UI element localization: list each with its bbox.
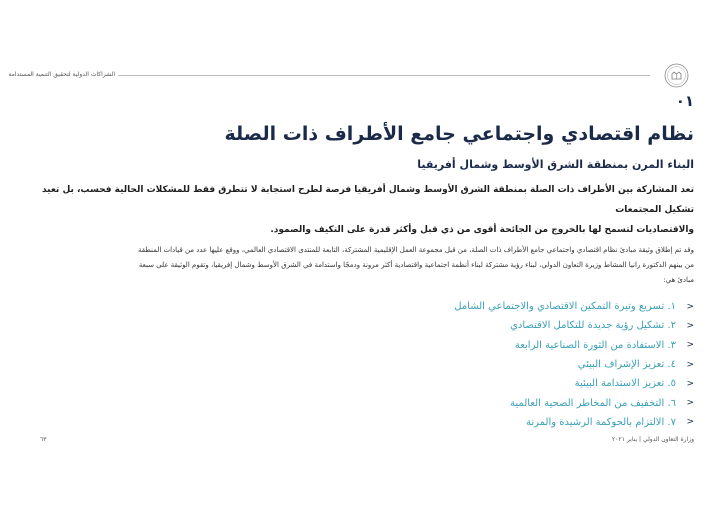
bullet-arrow-icon: < <box>686 320 694 331</box>
page-number: ٦٣ <box>40 436 47 443</box>
footer-publication: وزارة التعاون الدولي | يناير ٢٠٢١ <box>612 436 694 443</box>
list-item <box>454 393 694 412</box>
principle-text: ٦. التخفيف من المخاطر الصحية العالمية <box>510 397 676 409</box>
principle-text: ٣. الاستفادة من الثورة الصناعية الرابعة <box>514 339 676 351</box>
header-divider <box>118 75 650 76</box>
body-line: من بينهم الدكتورة رانيا المشاط وزيرة التعاون الدولي، لبناء رؤية مشتركة لبناء أنظمة اجتماعية واقتصادية أكثر مرونة ودمجًا واستدامة في الشرق الأوسط وشمال إفريقيا، وتقوم الوثيقة على سبعة <box>138 261 694 269</box>
bullet-arrow-icon: < <box>686 378 694 389</box>
list-item <box>454 316 694 335</box>
ministry-emblem-icon <box>664 63 689 88</box>
body-line: مبادئ هي: <box>663 276 694 284</box>
list-item <box>454 355 694 374</box>
intro-line: والاقتصاديات لتسمح لها بالخروج من الجائحة أقوى من ذي قبل وأكثر قدرة على التكيف والصمود. <box>270 225 694 235</box>
bullet-arrow-icon: < <box>686 301 694 312</box>
list-item <box>454 413 694 432</box>
principle-text: ٥. تعزيز الاستدامة البيئية <box>574 378 676 390</box>
header-org-text: الشراكات الدولية لتحقيق التنمية المستدامة <box>8 71 115 78</box>
list-item <box>454 297 694 316</box>
principle-text: ٢. تشكيل رؤية جديدة للتكامل الاقتصادي <box>510 320 676 332</box>
principle-text: ٤. تعزيز الإشراف البيئي <box>577 359 676 371</box>
bullet-arrow-icon: < <box>686 398 694 409</box>
principles-list <box>454 297 694 432</box>
principle-text: ١. تسريع وتيرة التمكين الاقتصادي والاجتماعي الشامل <box>454 301 676 313</box>
list-item <box>454 336 694 355</box>
intro-line: تعد المشاركة بين الأطراف ذات الصلة بمنطقة الشرق الأوسط وشمال أفريقيا فرصة لطرح استجابة لا تتطرق فقط للمشكلات الحالية فحسب، بل تعيد تشكيل المجتمعات <box>41 185 694 215</box>
body-paragraph <box>29 243 694 288</box>
page-subtitle: البناء المرن بمنطقة الشرق الأوسط وشمال أفريقيا <box>417 158 694 171</box>
section-number: ٠١ <box>675 92 694 110</box>
page-title: نظام اقتصادي واجتماعي جامع الأطراف ذات الصلة <box>224 123 694 145</box>
principle-text: ٧. الالتزام بالحوكمة الرشيدة والمرنة <box>525 416 676 428</box>
body-line: وقد تم إطلاق وثيقة مبادئ نظام اقتصادي واجتماعي جامع الأطراف ذات الصلة، من قبل مجموعة العمل الإقليمية المشتركة، التابعة للمنتدى الاقتصادي العالمي، ووقع عليها عدد من قيادات المنطقة <box>138 246 694 254</box>
bullet-arrow-icon: < <box>686 359 694 370</box>
bullet-arrow-icon: < <box>686 417 694 428</box>
intro-paragraph <box>29 180 694 240</box>
bullet-arrow-icon: < <box>686 340 694 351</box>
list-item <box>454 374 694 393</box>
